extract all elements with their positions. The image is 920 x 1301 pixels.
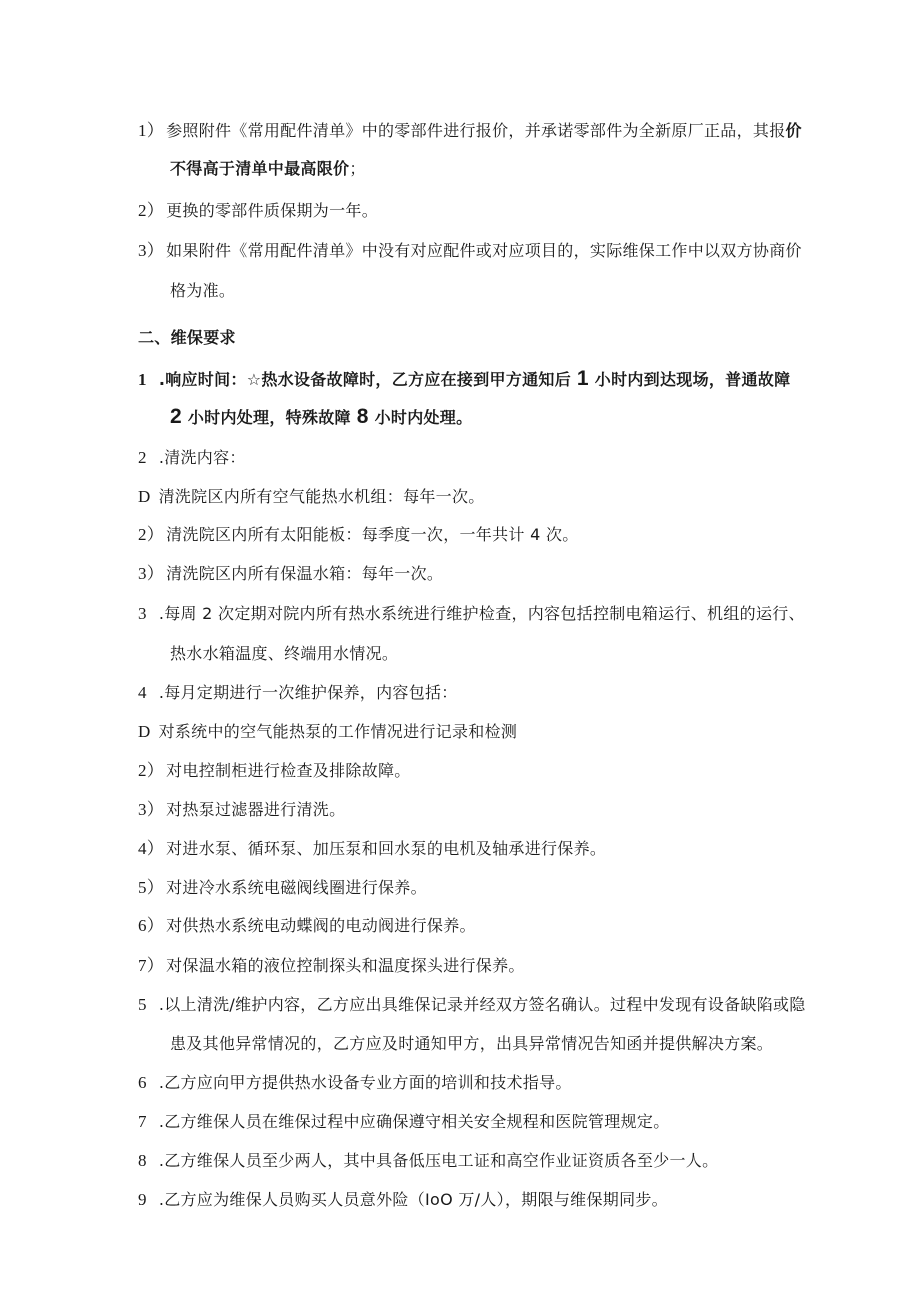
- item-3-text: 如果附件《常用配件清单》中没有对应配件或对应项目的，实际维保工作中以双方协商价: [166, 241, 802, 260]
- maintenance-item-7-number: 7）: [138, 956, 165, 975]
- item-1-end: ；: [349, 159, 366, 178]
- requirement-7-number: 7: [138, 1112, 147, 1131]
- item-1-number: 1）: [138, 121, 165, 140]
- item-1-bold-text: 不得高于清单中最高限价: [170, 159, 350, 178]
- requirement-4-number: 4: [138, 683, 147, 702]
- cleaning-item-2: [138, 524, 579, 546]
- maintenance-item-7: [138, 955, 525, 977]
- cleaning-item-2-text: 清洗院区内所有太阳能板：每季度一次，一年共计 4 次。: [166, 525, 579, 544]
- cleaning-item-2-number: 2）: [138, 525, 165, 544]
- requirement-7: [138, 1111, 670, 1133]
- maintenance-item-4-number: 4）: [138, 839, 165, 858]
- requirement-5-continuation: 患及其他异常情况的，乙方应及时通知甲方，出具异常情况告知函并提供解决方案。: [170, 1034, 774, 1053]
- requirement-1-number: 1: [138, 370, 147, 389]
- maintenance-item-4: [138, 838, 606, 860]
- maintenance-item-5: [138, 877, 427, 899]
- requirement-1-hours-1: 1: [576, 367, 589, 390]
- cleaning-item-3-number: 3）: [138, 564, 165, 583]
- requirement-1-continuation: [170, 406, 472, 429]
- maintenance-item-6-text: 对供热水系统电动蝶阀的电动阀进行保养。: [166, 916, 476, 935]
- requirement-1-text-c: 小时内处理，特殊故障: [187, 408, 351, 427]
- requirement-1: [138, 368, 790, 391]
- maintenance-item-2-text: 对电控制柜进行检查及排除故障。: [166, 761, 411, 780]
- requirement-2-text: .清洗内容：: [158, 448, 246, 467]
- maintenance-item-1: [138, 721, 517, 743]
- requirement-1-text-a: .响应时间：☆热水设备故障时，乙方应在接到甲方通知后: [158, 370, 572, 389]
- item-2: [138, 200, 378, 222]
- item-2-text: 更换的零部件质保期为一年。: [166, 201, 379, 220]
- requirement-6-number: 6: [138, 1073, 147, 1092]
- maintenance-item-6-number: 6）: [138, 916, 165, 935]
- requirement-5-number: 5: [138, 995, 147, 1014]
- requirement-1-hours-3: 8: [356, 405, 369, 428]
- requirement-2-number: 2: [138, 448, 147, 467]
- requirement-1-text-b: 小时内到达现场，普通故障: [594, 370, 791, 389]
- requirement-3-continuation: 热水水箱温度、终端用水情况。: [170, 644, 399, 663]
- requirement-5: [138, 994, 806, 1016]
- cleaning-item-1-text: 清洗院区内所有空气能热水机组：每年一次。: [158, 487, 485, 506]
- maintenance-item-3: [138, 799, 345, 821]
- maintenance-item-4-text: 对进水泵、循环泵、加压泵和回水泵的电机及轴承进行保养。: [166, 839, 607, 858]
- item-3-continuation: 格为准。: [170, 281, 236, 300]
- requirement-7-text: .乙方维保人员在维保过程中应确保遵守相关安全规程和医院管理规定。: [158, 1112, 670, 1131]
- requirement-3: [138, 603, 805, 625]
- cleaning-item-3: [138, 563, 443, 585]
- requirement-3-text: .每周 2 次定期对院内所有热水系统进行维护检查，内容包括控制电箱运行、机组的运行、: [158, 604, 805, 623]
- item-2-number: 2）: [138, 201, 165, 220]
- maintenance-item-5-text: 对进冷水系统电磁阀线圈进行保养。: [166, 878, 427, 897]
- requirement-4-text: .每月定期进行一次维护保养，内容包括：: [158, 683, 458, 702]
- maintenance-item-7-text: 对保温水箱的液位控制探头和温度探头进行保养。: [166, 956, 525, 975]
- requirement-1-hours-2: 2: [170, 405, 182, 428]
- requirement-3-number: 3: [138, 604, 147, 623]
- requirement-8-text: .乙方维保人员至少两人，其中具备低压电工证和高空作业证资质各至少一人。: [158, 1151, 719, 1170]
- requirement-2: [138, 447, 246, 469]
- maintenance-item-3-number: 3）: [138, 800, 165, 819]
- cleaning-item-3-text: 清洗院区内所有保温水箱：每年一次。: [166, 564, 444, 583]
- cleaning-item-1-number: D: [138, 487, 151, 506]
- item-1-continuation: [170, 158, 366, 180]
- maintenance-item-3-text: 对热泵过滤器进行清洗。: [166, 800, 346, 819]
- item-1-text: 参照附件《常用配件清单》中的零部件进行报价，并承诺零部件为全新原厂正品，其报: [166, 121, 786, 140]
- item-1-bold-tail: 价: [785, 121, 802, 140]
- cleaning-item-1: [138, 486, 485, 508]
- requirement-8-number: 8: [138, 1151, 147, 1170]
- maintenance-item-1-number: D: [138, 722, 151, 741]
- section-heading: 二、维保要求: [138, 328, 236, 347]
- requirement-5-text: .以上清洗/维护内容，乙方应出具维保记录并经双方签名确认。过程中发现有设备缺陷或隐: [158, 995, 806, 1014]
- maintenance-item-1-text: 对系统中的空气能热泵的工作情况进行记录和检测: [158, 722, 518, 741]
- requirement-4: [138, 682, 458, 704]
- requirement-1-text-d: 小时内处理。: [374, 408, 473, 427]
- requirement-6-text: .乙方应向甲方提供热水设备专业方面的培训和技术指导。: [158, 1073, 572, 1092]
- item-3-number: 3）: [138, 241, 165, 260]
- requirement-9: [138, 1189, 668, 1211]
- maintenance-item-6: [138, 915, 476, 937]
- requirement-8: [138, 1150, 718, 1172]
- item-1: [138, 120, 802, 142]
- maintenance-item-2-number: 2）: [138, 761, 165, 780]
- requirement-6: [138, 1072, 572, 1094]
- maintenance-item-2: [138, 760, 411, 782]
- requirement-9-number: 9: [138, 1190, 147, 1209]
- requirement-9-text: .乙方应为维保人员购买人员意外险（IoO 万/人），期限与维保期同步。: [158, 1190, 668, 1209]
- maintenance-item-5-number: 5）: [138, 878, 165, 897]
- item-3: [138, 240, 802, 262]
